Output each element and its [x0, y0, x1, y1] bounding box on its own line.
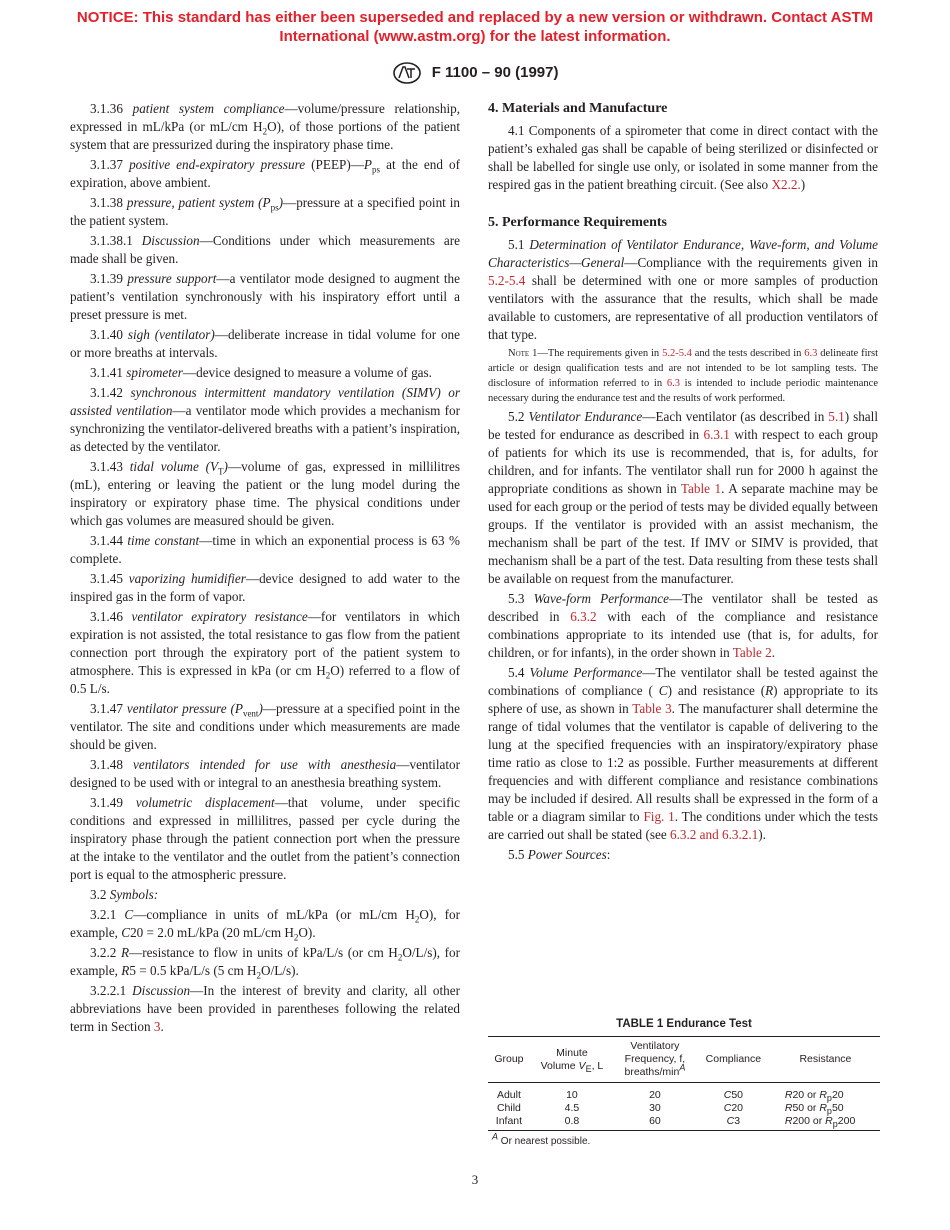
- section-3-2-symbols: 3.2 Symbols:: [90, 887, 159, 902]
- definition-3-1-45: 3.1.45 vaporizing humidifier—device designed to add water to the inspired gas in the form of vapor.: [70, 571, 460, 604]
- definition-3-1-46: 3.1.46 ventilator expiratory resistance—for ventilators in which expiration is not assisted, the total resistance to gas flow from the patient connection port through the expiratory port of the patient system to atmosphere. This is expressed in kPa (or cm $H_2O$) referred to a flow of 0.5 L/s.: [70, 609, 461, 696]
- definition-3-1-48: 3.1.48 ventilators intended for use with anesthesia—ventilator designed to be used with or integral to an anesthesia breathing system.: [70, 757, 461, 790]
- left-column: [70, 100, 460, 1038]
- discussion-3-2-2-1: 3.2.2.1 Discussion—In the interest of brevity and clarity, all other abbreviations have been provided in parentheses following the related term in Section 3.: [70, 983, 460, 1034]
- paragraph-5-1: 5.1 Determination of Ventilator Endurance, Wave-form, and Volume Characteristics—General—Compliance with the requirements given in 5.2-5.4 shall be determined with one or more samples of production ventilators with the assurance that the results, which shall be made available to customers, are representative of all production ventilators of that type.: [488, 237, 878, 342]
- definition-3-1-39: 3.1.39 pressure support—a ventilator mode designed to augment the patient’s ventilation synchronously with his inspiratory effort until a preset pressure is met.: [70, 271, 460, 322]
- definition-3-1-37: 3.1.37 positive end-expiratory pressure $(PEEP)—P_{ps}$ at the end of expiration, above ambient.: [70, 157, 461, 190]
- fig-1-link[interactable]: Fig. 1: [643, 809, 675, 824]
- note-1: Note 1—The requirements given in 5.2-5.4 and the tests described in 6.3 delineate first article or design qualification tests and are not intended to be lot sampling tests. The disclosure of information referred to in 6.3 is intended to include periodic maintenance necessary during the endurance test and the results of work performed.: [488, 348, 878, 404]
- note-6-3-link[interactable]: 6.3: [804, 348, 818, 359]
- note-6-3-link-2[interactable]: 6.3: [666, 378, 680, 389]
- paragraph-5-5: 5.5 Power Sources:: [508, 847, 611, 862]
- section-6-3-2-and-6-3-2-1-link[interactable]: 6.3.2 and 6.3.2.1: [669, 827, 759, 842]
- withdrawal-notice: [40, 8, 910, 46]
- definition-3-1-38: 3.1.38 pressure, patient system $(P_{ps})—pressure$ at a specified point in the patient system.: [70, 195, 460, 228]
- table-1-link[interactable]: Table 1: [680, 481, 722, 496]
- definition-3-1-40: 3.1.40 sigh (ventilator)—deliberate increase in tidal volume for one or more breaths at intervals.: [70, 327, 461, 360]
- table-row: Adult 10 20 C50 R20 or $R_p20$: [496, 1089, 844, 1104]
- notice-line-2: International (www.astm.org) for the latest information.: [279, 28, 671, 45]
- table-1-footnote: $^A$ Or nearest possible.: [492, 1131, 591, 1147]
- definition-3-1-42: 3.1.42 synchronous intermittent mandatory ventilation (SIMV) or assisted ventilation—a ventilator mode which provides a mechanism for synchronizing the ventilator-delivered breaths with a patient’s inspiration, as detected by the ventilator.: [70, 385, 460, 454]
- table-3-link[interactable]: Table 3: [632, 701, 672, 716]
- table-row: Infant 0.8 60 C3 R200 or $R_p200$: [495, 1115, 856, 1130]
- section-5-heading: 5. Performance Requirements: [488, 215, 667, 230]
- definition-3-1-43: 3.1.43 tidal volume $(V_T)—volume$ of gas, expressed in millilitres (mL), entering or leaving the patient or the lung model during the inspiratory or expiratory phase time. The physical conditions under which gas volumes are measured should be given.: [70, 459, 460, 528]
- definition-3-1-36: 3.1.36 patient system compliance—volume/pressure relationship, expressed in mL/kPa (or mL/cm $H_2O$), of those portions of the patient system that are pressurized during the inspiratory phase time.: [70, 101, 461, 152]
- definition-3-1-47: 3.1.47 ventilator pressure $(P_{vent})—pressure$ at a specified point in the ventilator. The site and conditions under which measurements are made should be given.: [70, 701, 461, 752]
- col-header-frequency: Ventilatory Frequency, f, breaths/$\min^A$: [624, 1040, 686, 1078]
- section-3-link[interactable]: 3: [153, 1019, 161, 1034]
- paragraph-5-3: 5.3 Wave-form Performance—The ventilator shall be tested as described in 6.3.2 with each of the compliance and resistance combinations appropriate to its intended use (that is, for adults, for children, or for infants), in the order shown in Table 2.: [488, 591, 879, 660]
- definition-3-1-49: 3.1.49 volumetric displacement—that volume, under specific conditions and expressed in millilitres, passed per cycle during the inspiratory phase through the patient connection port when the pressure at the intake to the ventilator and the outlet from the patient’s connection port is equal to the atmospheric pressure.: [70, 795, 460, 882]
- section-6-3-2-link[interactable]: 6.3.2: [570, 609, 597, 624]
- section-5-2-5-4-link[interactable]: 5.2-5.4: [488, 273, 526, 288]
- page-header: [0, 61, 950, 85]
- col-header-group: Group: [494, 1053, 524, 1065]
- astm-logo-icon: [392, 61, 422, 85]
- definition-3-1-44: 3.1.44 time constant—time in which an exponential process is 63 % complete.: [70, 533, 460, 566]
- paragraph-4-1: 4.1 Components of a spirometer that come in direct contact with the patient’s exhaled gas shall be capable of being sterilized or disinfected or shall be labelled for single use only, or isolated in some manner from the respired gas in the patient breathing circuit. (See also X2.2.): [488, 123, 878, 192]
- section-6-3-1-link[interactable]: 6.3.1: [703, 427, 730, 442]
- note-5-2-5-4-link[interactable]: 5.2-5.4: [662, 348, 692, 359]
- definition-3-1-38-1: 3.1.38.1 Discussion—Conditions under which measurements are made shall be given.: [70, 233, 460, 266]
- table-1-caption: TABLE 1 Endurance Test: [616, 1018, 752, 1030]
- paragraph-5-4: 5.4 Volume Performance—The ventilator shall be tested against the combinations of compliance ( C) and resistance (R) appropriate to its sphere of use, as shown in Table 3. The manufacturer shall determine the range of tidal volumes that the ventilator is capable of delivering to the lung at the specified frequencies with an inspiratory/expiratory phase time ratio as close to 1:2 as possible. Further measurements at different frequencies and with different compliance and resistance combinations may be included if desired. All results shall be expressed in the form of a table or a diagram similar to Fig. 1. The conditions under which the tests are carried out shall be stated (see 6.3.2 and 6.3.2.1).: [488, 665, 879, 842]
- definition-3-1-41: 3.1.41 spirometer—device designed to measure a volume of gas.: [90, 365, 432, 380]
- table-row: Child 4.5 30 C20 R50 or $R_p50$: [496, 1102, 844, 1117]
- col-header-resistance: Resistance: [799, 1053, 852, 1065]
- table-header-row: [488, 1037, 880, 1083]
- col-header-minute-volume: Minute Volume $V_E$, L: [540, 1046, 604, 1074]
- endurance-test-table: [488, 1036, 880, 1131]
- symbol-3-2-2: 3.2.2 R—resistance to flow in units of kPa/L/s (or cm $H_2O/L/s$), for example, R5 = 0.5 kPa/L/s (5 cm $H_2O/L/s$).: [70, 945, 461, 981]
- right-column: [488, 100, 878, 866]
- table-2-link[interactable]: Table 2: [732, 645, 772, 660]
- paragraph-5-2: 5.2 Ventilator Endurance—Each ventilator (as described in 5.1) shall be tested for endurance as described in 6.3.1 with respect to each group of patients for which its use is recommended, that is, for adults, for children, and for infants. The ventilator shall run for 2000 h against the appropriate conditions as shown in Table 1. A separate machine may be used for each group or the period of tests may be divided equally between groups. If the ventilator is provided with an assist mechanism, the mechanism shall be part of the test. If IMV or SIMV is provided, that mechanism shall be a part of the test. Data resulting from these tests shall be available on request from the manufacturer.: [488, 409, 879, 586]
- col-header-compliance: Compliance: [705, 1053, 762, 1065]
- symbol-3-2-1: 3.2.1 C—compliance in units of mL/kPa (or mL/cm $H_2O$), for example, C20 = 2.0 mL/kPa (20 mL/cm $H_2O$).: [70, 907, 460, 943]
- table-1: [488, 1018, 880, 1147]
- section-4-heading: 4. Materials and Manufacture: [488, 101, 668, 116]
- page-number: 3: [471, 1172, 479, 1187]
- x2-2-link[interactable]: X2.2.: [771, 177, 801, 192]
- notice-line-1: NOTICE: This standard has either been superseded and replaced by a new version or withdrawn. Contact ASTM: [76, 9, 874, 26]
- section-5-1-link[interactable]: 5.1: [828, 409, 845, 424]
- standard-designation: F 1100 – 90 (1997): [431, 63, 559, 81]
